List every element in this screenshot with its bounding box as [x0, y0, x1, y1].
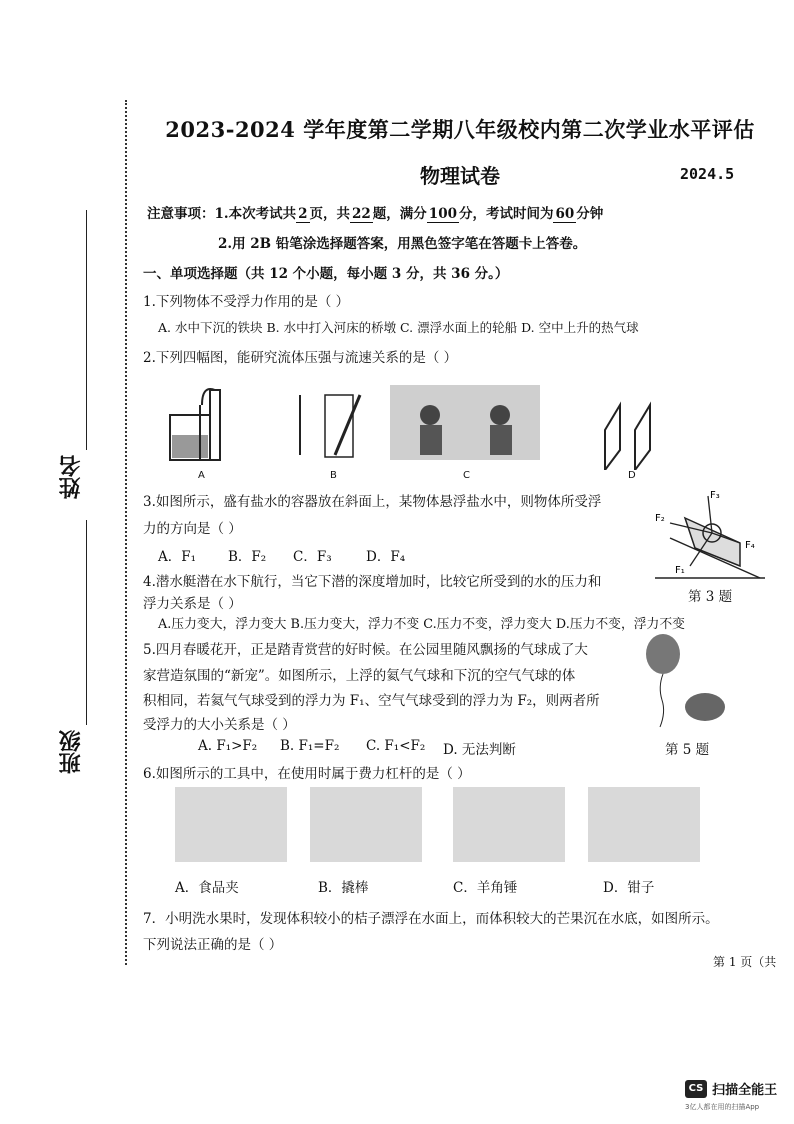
q5-stem-2: 家营造氛围的“新宠”。如图所示，上浮的氦气气球和下沉的空气气球的体	[143, 668, 576, 684]
q6-label-d: D．钳子	[603, 880, 655, 896]
q2-label-b: B	[330, 470, 337, 481]
q6-stem: 6.如图所示的工具中，在使用时属于费力杠杆的是（ ）	[143, 766, 471, 782]
q6-label-c: C．羊角锤	[453, 880, 518, 896]
page-number: 第 1 页（共	[713, 955, 777, 969]
q4-stem-2: 浮力关系是（ ）	[143, 596, 242, 612]
q1-stem: 1.下列物体不受浮力作用的是（ ）	[143, 294, 350, 310]
q5-caption: 第 5 题	[665, 742, 710, 758]
notice-questions: 22	[352, 206, 371, 222]
q3-option-a: A．F₁	[158, 549, 197, 565]
notice-pages: 2	[298, 206, 308, 222]
scanner-brand: 扫描全能王	[712, 1083, 778, 1098]
q3-caption: 第 3 题	[688, 589, 733, 605]
notice-line-1	[147, 202, 603, 222]
notice-text: 题，满分	[372, 206, 427, 222]
q7-stem-2: 下列说法正确的是（ ）	[143, 937, 283, 953]
scanner-subtitle: 3亿人都在用的扫描App	[685, 1103, 760, 1111]
q2-label-d: D	[628, 470, 636, 481]
q3-stem-1: 3.如图所示，盛有盐水的容器放在斜面上，某物体悬浮盐水中，则物体所受浮	[143, 494, 602, 510]
q6-image-pliers	[588, 787, 700, 862]
notice-text: 1.本次考试共	[214, 206, 297, 222]
exam-subtitle: 物理试卷	[420, 164, 500, 188]
q6-image-food-tongs	[175, 787, 287, 862]
name-line	[86, 210, 87, 450]
q3-option-c: C．F₃	[293, 549, 332, 565]
q2-figure-a	[170, 389, 220, 460]
q2-figures	[140, 375, 660, 470]
q5-balloons-figure	[640, 632, 730, 732]
section-heading: 一、单项选择题（共 12 个小题，每小题 3 分，共 36 分。）	[143, 266, 509, 282]
notice-text: 页，共	[309, 206, 350, 222]
scanner-watermark	[685, 1078, 777, 1112]
q5-stem-3: 积相同，若氦气气球受到的浮力为 F₁、空气气球受到的浮力为 F₂，则两者所	[143, 693, 600, 709]
q6-image-claw-hammer	[453, 787, 565, 862]
q4-stem-1: 4.潜水艇潜在水下航行，当它下潜的深度增加时，比较它所受到的水的压力和	[143, 574, 602, 590]
q1-options: A. 水中下沉的铁块 B. 水中打入河床的桥墩 C. 漂浮水面上的轮船 D. 空中上升的热气球	[158, 320, 639, 335]
q5-option-b: B. F₁=F₂	[280, 738, 340, 754]
q3-option-d: D．F₄	[366, 549, 406, 565]
q3-force-f4: F₄	[745, 540, 755, 551]
class-line	[86, 520, 87, 725]
q5-stem-4: 受浮力的大小关系是（ ）	[143, 717, 296, 733]
q3-stem-2: 力的方向是（ ）	[143, 521, 242, 537]
q6-label-a: A．食品夹	[175, 880, 239, 896]
q4-options: A.压力变大，浮力变大 B.压力变大，浮力不变 C.压力不变，浮力变大 D.压力不变，浮力不变	[158, 617, 685, 632]
q2-figure-d	[605, 405, 650, 470]
name-label: 姓名	[59, 455, 84, 499]
q3-force-f2: F₂	[655, 513, 665, 524]
notice-text: 分，考试时间为	[458, 206, 554, 222]
notice-line-2: 2.用 2B 铅笔涂选择题答案，用黑色签字笔在答题卡上答卷。	[218, 236, 587, 252]
notice-minutes: 60	[555, 206, 575, 222]
q2-figure-b	[300, 395, 360, 457]
q3-option-b: B．F₂	[228, 549, 267, 565]
q2-figure-c	[390, 385, 540, 460]
q5-stem-1: 5.四月春暖花开，正是踏青赏营的好时候。在公园里随风飘扬的气球成了大	[143, 642, 588, 658]
q5-option-a: A. F₁>F₂	[198, 738, 258, 754]
notice-score: 100	[428, 206, 457, 222]
q5-option-c: C. F₁<F₂	[366, 738, 426, 754]
scanner-logo: CS	[685, 1080, 707, 1098]
exam-title: 2023-2024 学年度第二学期八年级校内第二次学业水平评估	[165, 117, 755, 142]
q5-option-d: D. 无法判断	[443, 742, 516, 758]
q6-label-b: B．撬棒	[318, 880, 369, 896]
notice-text: 分钟	[576, 206, 604, 222]
q3-figure	[650, 488, 770, 583]
binding-line	[125, 100, 127, 965]
notice-label: 注意事项：	[147, 206, 215, 222]
q2-label-a: A	[198, 470, 205, 481]
exam-date: 2024.5	[680, 165, 735, 183]
q7-stem-1: 7．小明洗水果时，发现体积较小的桔子漂浮在水面上，而体积较大的芒果沉在水底，如图所示。	[143, 911, 719, 927]
q2-stem: 2.下列四幅图，能研究流体压强与流速关系的是（ ）	[143, 350, 458, 366]
q3-force-f3: F₃	[710, 490, 720, 501]
q6-image-crowbar	[310, 787, 422, 862]
class-label: 班级	[59, 730, 84, 774]
q2-label-c: C	[463, 470, 470, 481]
q3-force-f1: F₁	[675, 565, 685, 576]
